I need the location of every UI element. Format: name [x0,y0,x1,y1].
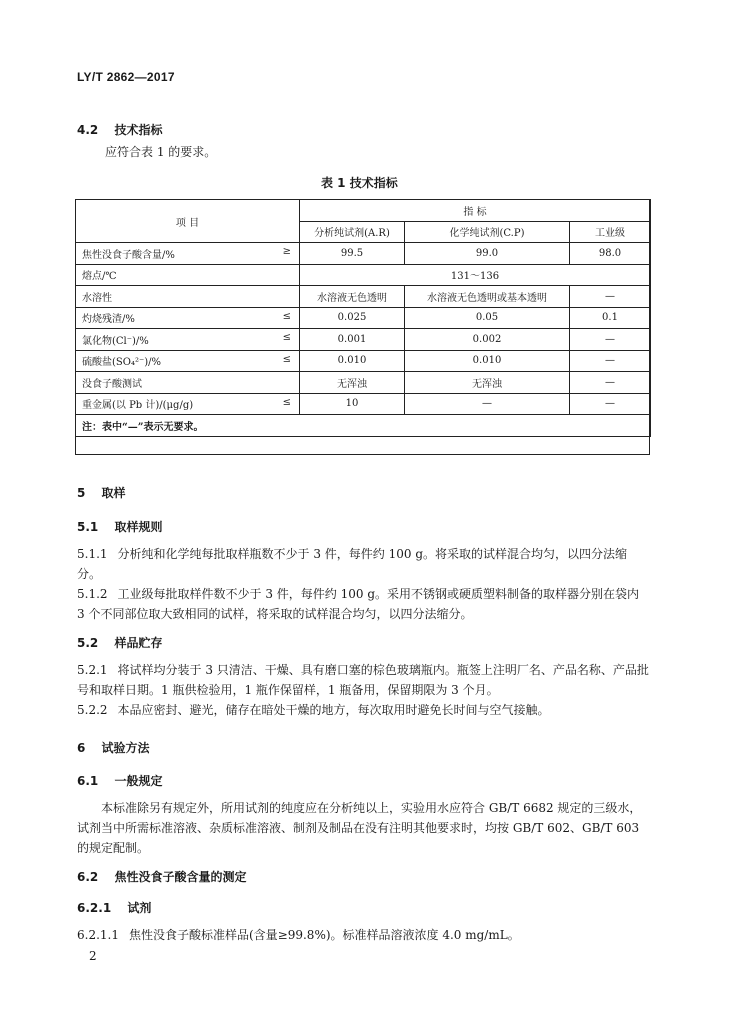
paragraph-6-1: 本标准除另有规定外，所用试剂的纯度应在分析纯以上，实验用水应符合 GB/T 6682 规定的三级水，试剂当中所需标准溶液、杂质标准溶液、制剂及制品在没有注明其他要求时，均按 GB/T 602、GB/T 603的规定配制。 [77,801,642,855]
row-item: 水溶性 [76,286,300,308]
cell-ar: 99.5 [300,243,405,265]
header-col-ind: 工业级 [570,221,651,243]
section-4-2-text: 应符合表 1 的要求。 [105,145,217,159]
cell-cp: 0.010 [405,350,570,372]
table-header-row [76,200,651,222]
section-title: 焦性没食子酸含量的测定 [114,870,247,884]
cell-ind: 0.1 [570,307,651,329]
paragraph-6-2-1-1 [77,925,520,945]
section-number: 6.2 [77,870,99,884]
clause-text: 工业级每批取样件数不少于 3 件，每件约 100 g。采用不锈钢或硬质塑料制备的取样器分别在袋内 3 个不同部位取大致相同的试样，将采取的试样混合均匀，以四分法缩分。 [77,587,640,621]
table-row [76,372,651,394]
clause-text: 焦性没食子酸标准样品(含量≥99.8%)。标准样品溶液浓度 4.0 mg/mL。 [128,928,520,942]
table-row [76,243,651,265]
section-5-heading [77,484,126,501]
cell-cp: 无浑浊 [405,372,570,394]
cell-ind: — [570,393,651,415]
header-col-cp: 化学纯试剂(C.P) [405,221,570,243]
table-row [76,264,651,286]
section-6-2-heading [77,868,246,885]
cell-ind: — [570,372,651,394]
section-4-2-heading [77,121,162,138]
cell-ind: — [570,329,651,351]
table-row [76,393,651,415]
section-title: 试验方法 [101,741,150,755]
section-number: 4.2 [77,123,99,137]
standard-code: LY/T 2862—2017 [77,70,175,84]
paragraph-5-1-1 [77,544,650,584]
cell-ind: — [570,286,651,308]
paragraph-5-2-1 [77,660,650,700]
cell-ar: 无浑浊 [300,372,405,394]
cell-ar: 水溶液无色透明 [300,286,405,308]
table-caption: 表 1 技术指标 [321,176,398,190]
section-5-1-heading [77,518,162,535]
paragraph-5-1-2 [77,584,650,624]
section-title: 技术指标 [114,123,163,137]
cell-ind: — [570,350,651,372]
clause-number: 5.1.1 [77,547,108,561]
row-item: 焦性没食子酸含量/% ≥ [76,243,300,265]
section-title: 取样 [101,486,126,500]
table-note: 注：表中“—”表示无要求。 [76,415,651,437]
cell-ar: 10 [300,393,405,415]
cell-cp: 99.0 [405,243,570,265]
table-row [76,329,651,351]
row-item: 重金属(以 Pb 计)/(μg/g) ≤ [76,393,300,415]
section-6-1-heading [77,772,162,789]
section-number: 6 [77,741,86,755]
section-5-2-heading [77,634,162,651]
cell-cp: — [405,393,570,415]
section-title: 样品贮存 [114,636,163,650]
row-item: 灼烧残渣/% ≤ [76,307,300,329]
page-number: 2 [89,949,97,963]
section-number: 6.2.1 [77,901,112,915]
cell-ind: 98.0 [570,243,651,265]
clause-text: 将试样均分装于 3 只清洁、干燥、具有磨口塞的棕色玻璃瓶内。瓶签上注明厂名、产品名称、产品批号和取样日期。1 瓶供检验用，1 瓶作保留样，1 瓶备用，保留期限为 3 个月。 [77,663,649,697]
section-number: 5 [77,486,86,500]
spec-table [75,199,651,437]
section-number: 6.1 [77,774,99,788]
clause-number: 6.2.1.1 [77,928,119,942]
section-title: 取样规则 [114,520,163,534]
clause-text: 分析纯和化学纯每批取样瓶数不少于 3 件，每件约 100 g。将采取的试样混合均匀，以四分法缩分。 [77,547,628,581]
header-group: 指 标 [300,200,651,222]
cell-cp: 0.002 [405,329,570,351]
table-row [76,307,651,329]
section-6-2-1-heading [77,899,151,916]
table-row [76,286,651,308]
table-row [76,350,651,372]
row-item: 氯化物(Cl⁻)/% ≤ [76,329,300,351]
section-number: 5.2 [77,636,99,650]
header-item: 项 目 [76,200,300,243]
clause-number: 5.2.1 [77,663,108,677]
cell-ar: 0.010 [300,350,405,372]
row-item: 熔点/℃ [76,264,300,286]
header-col-ar: 分析纯试剂(A.R) [300,221,405,243]
clause-number: 5.2.2 [77,703,108,717]
section-title: 一般规定 [114,774,163,788]
section-title: 试剂 [127,901,152,915]
section-6-heading [77,739,150,756]
cell-merged: 131～136 [300,264,651,286]
cell-ar: 0.001 [300,329,405,351]
clause-text: 本品应密封、避光，储存在暗处干燥的地方，每次取用时避免长时间与空气接触。 [117,703,550,717]
table-note-row [76,415,651,437]
section-number: 5.1 [77,520,99,534]
paragraph-5-2-2 [77,700,650,720]
row-item: 没食子酸测试 [76,372,300,394]
row-item: 硫酸盐(SO₄²⁻)/% ≤ [76,350,300,372]
cell-cp: 水溶液无色透明或基本透明 [405,286,570,308]
cell-ar: 0.025 [300,307,405,329]
clause-number: 5.1.2 [77,587,108,601]
cell-cp: 0.05 [405,307,570,329]
